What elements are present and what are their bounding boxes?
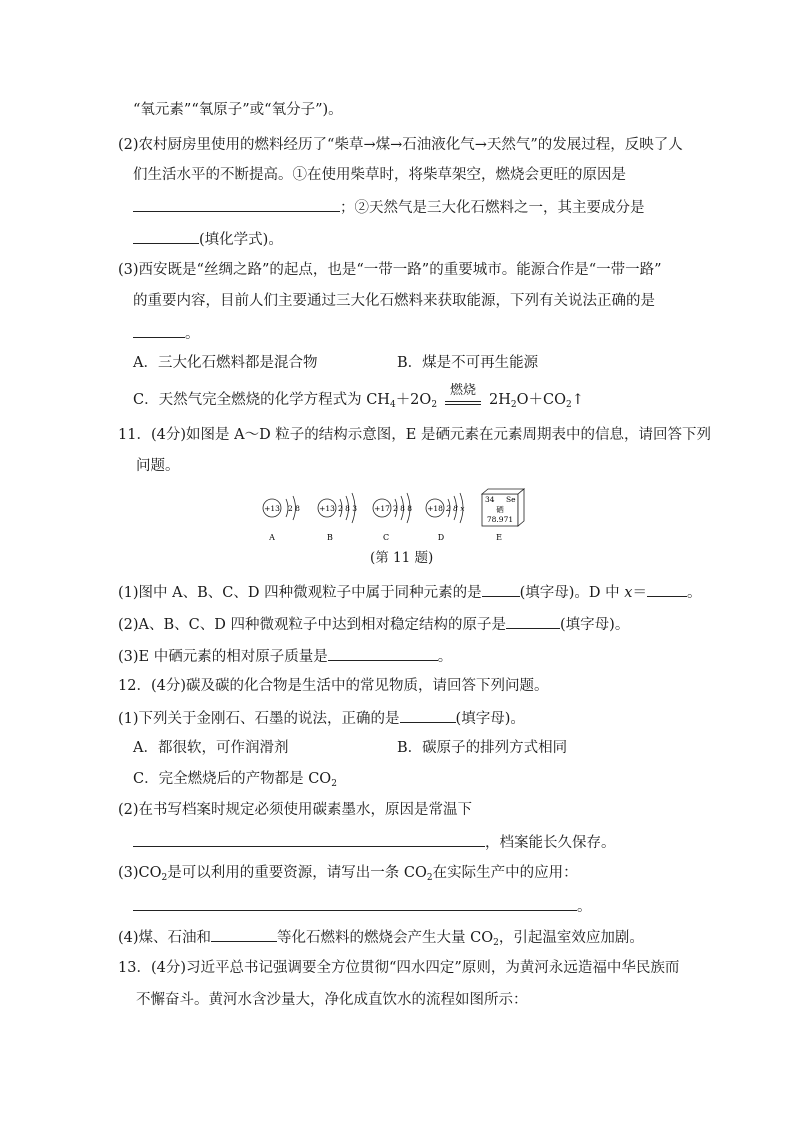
q10-3-option-a: A．三大化石燃料都是混合物: [133, 355, 318, 371]
q11-sub1: (1)图中 A、B、C、D 四种微观粒子中属于同种元素的是 (填字母)。D 中 x＝ 。: [118, 581, 701, 603]
q10-2-line4-text: (填化学式)。: [199, 232, 283, 248]
q12-option-a: A．都很软，可作润滑剂: [133, 740, 289, 756]
selenium-element-box: [482, 489, 524, 542]
q10-2-line3-text: ；②天然气是三大化石燃料之一，其主要成分是: [340, 200, 645, 216]
svg-text:E: E: [496, 533, 502, 542]
q12-sub3-line2: 。: [133, 895, 592, 917]
q12-sub1: (1)下列关于金刚石、石墨的说法，正确的是 (填字母)。: [118, 707, 525, 729]
reaction-condition: 燃烧: [443, 390, 483, 410]
atom-b: [318, 493, 357, 542]
q12-option-c: C．完全燃烧后的产物都是 $CO_2$: [133, 771, 337, 789]
svg-text:2 8 x: 2 8 x: [446, 504, 465, 513]
svg-text:2 8 3: 2 8 3: [338, 504, 358, 513]
svg-text:B: B: [327, 533, 333, 542]
q10-cont-line: “氧元素”“氧原子”或“氧分子”)。: [133, 102, 343, 118]
q11-sub2: (2)A、B、C、D 四种微观粒子中达到相对稳定结构的原子是 (填字母)。: [118, 613, 629, 635]
answer-blank[interactable]: [133, 196, 340, 212]
q12-sub2-line1: (2)在书写档案时规定必须使用碳素墨水，原因是常温下: [118, 802, 473, 818]
q13-stem-line1: 13．(4分)习近平总书记强调要全方位贯彻“四水四定”原则，为黄河永远造福中华民族而: [118, 960, 680, 976]
answer-blank[interactable]: [133, 831, 485, 847]
q10-2-line1: (2)农村厨房里使用的燃料经历了“柴草→煤→石油液化气→天然气”的发展过程，反映了人: [118, 137, 683, 153]
q10-3-option-c: C．天然气完全燃烧的化学方程式为 $CH_4+2O_2$ 燃烧 $2H_2O+CO_2↑$: [133, 383, 584, 410]
q12-sub3-line1: $(3)CO_2$是可以利用的重要资源，请写出一条 $CO_2$在实际生产中的应用：: [118, 865, 578, 883]
svg-text:+13: +13: [319, 504, 335, 513]
answer-blank[interactable]: [506, 613, 560, 629]
answer-blank[interactable]: [482, 581, 520, 597]
q11-stem-line1: 11．(4分)如图是 A～D 粒子的结构示意图，E 是硒元素在元素周期表中的信息，请回答下列: [118, 427, 711, 443]
q12-sub4: (4)煤、石油和 等化石燃料的燃烧会产生大量 $CO_2$，引起温室效应加剧。: [118, 926, 644, 948]
q10-3-line3-text: 。: [185, 326, 200, 342]
svg-text:2 8: 2 8: [288, 504, 300, 513]
svg-text:硒: 硒: [496, 505, 504, 514]
atom-d: [426, 493, 465, 542]
atom-structure-figure: [250, 488, 540, 550]
q12-sub2-line2: ，档案能长久保存。: [133, 831, 616, 853]
figure-caption: (第 11 题): [370, 550, 434, 566]
q10-2-line4: [133, 228, 283, 250]
answer-blank[interactable]: [133, 895, 577, 911]
answer-blank[interactable]: [133, 322, 185, 338]
q10-3-line1: (3)西安既是“丝绸之路”的起点，也是“一带一路”的重要城市。能源合作是“一带一路”: [118, 262, 662, 278]
q13-stem-line2: 不懈奋斗。黄河水含沙量大，净化成直饮水的流程如图所示：: [136, 992, 528, 1008]
answer-blank[interactable]: [647, 581, 687, 597]
atom-a: [263, 496, 300, 542]
svg-text:+17: +17: [374, 504, 390, 513]
q10-2-line2: 们生活水平的不断提高。①在使用柴草时，将柴草架空，燃烧会更旺的原因是: [133, 167, 626, 183]
svg-text:C: C: [382, 533, 390, 542]
svg-text:D: D: [437, 533, 445, 542]
q10-2-line3: [133, 196, 645, 218]
atom-c: [373, 493, 412, 542]
answer-blank[interactable]: [211, 926, 277, 942]
svg-text:34: 34: [485, 495, 495, 504]
q10-3-line3: [133, 322, 200, 344]
q12-option-b: B．碳原子的排列方式相同: [397, 740, 568, 756]
q11-sub3: (3)E 中硒元素的相对原子质量是 。: [118, 645, 452, 667]
q11-stem-line2: 问题。: [136, 458, 180, 474]
svg-text:78.971: 78.971: [486, 515, 514, 524]
q12-stem: 12．(4分)碳及碳的化合物是生活中的常见物质，请回答下列问题。: [118, 678, 549, 694]
answer-blank[interactable]: [133, 228, 199, 244]
svg-text:A: A: [269, 533, 275, 542]
q10-3-line2: 的重要内容，目前人们主要通过三大化石燃料来获取能源，下列有关说法正确的是: [133, 293, 655, 309]
svg-text:Se: Se: [506, 495, 516, 504]
svg-text:+13: +13: [264, 504, 280, 513]
svg-text:+18: +18: [427, 504, 443, 513]
q10-3-option-b: B．煤是不可再生能源: [397, 355, 539, 371]
svg-text:2 8 8: 2 8 8: [393, 504, 413, 513]
answer-blank[interactable]: [400, 707, 456, 723]
answer-blank[interactable]: [328, 645, 438, 661]
